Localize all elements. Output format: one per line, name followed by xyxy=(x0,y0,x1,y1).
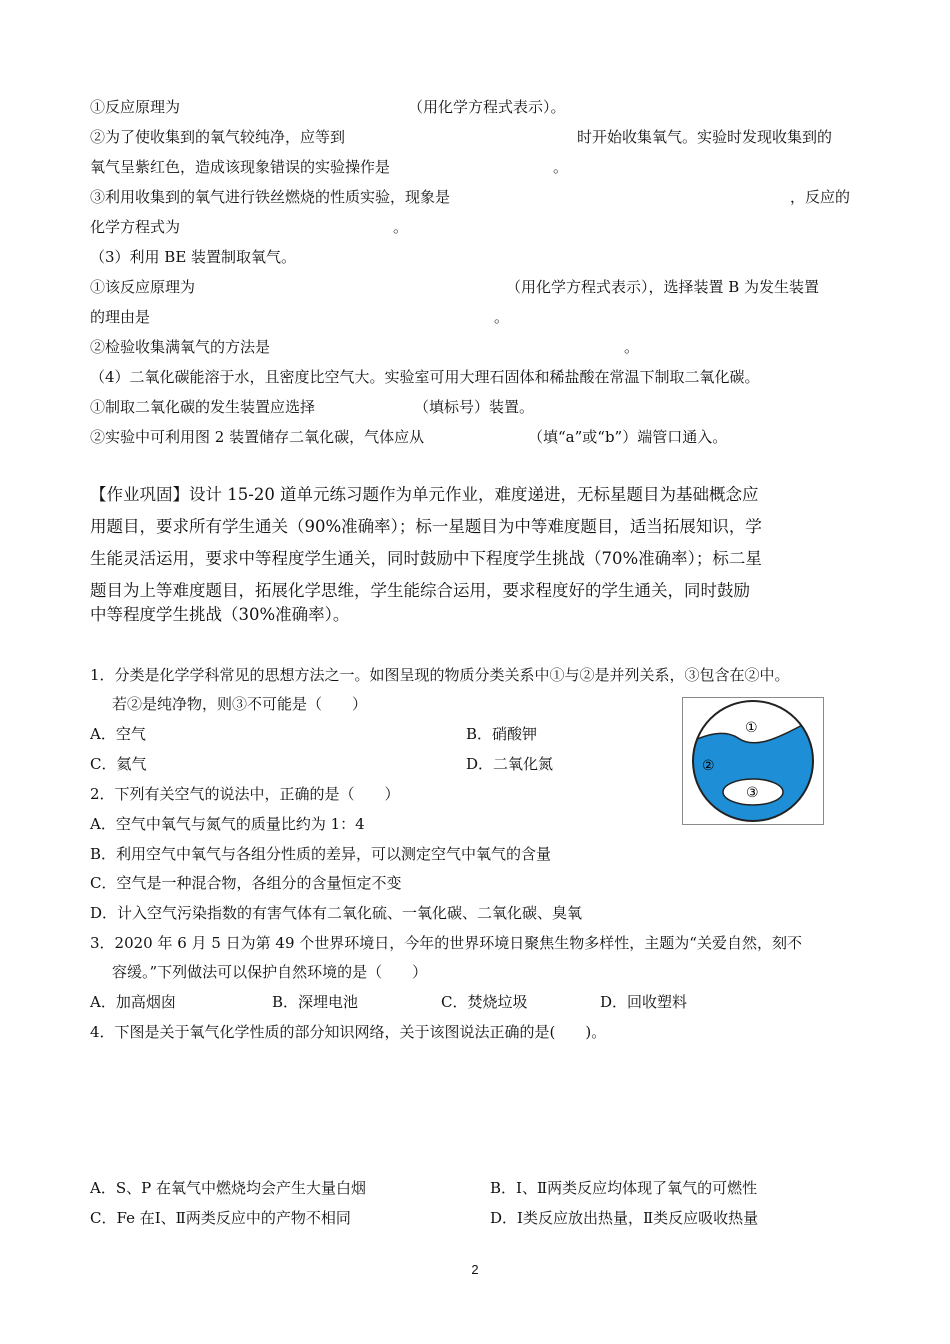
classification-figure xyxy=(682,697,824,825)
question-4-stem: 4．下图是关于氧气化学性质的部分知识网络，关于该图说法正确的是( )。 xyxy=(90,1023,607,1041)
option-a: A．空气中氧气与氮气的质量比约为 1：4 xyxy=(90,815,365,833)
option-a: A．加高烟囱 xyxy=(90,993,176,1011)
option-d: D．Ⅰ类反应放出热量，Ⅱ类反应吸收热量 xyxy=(490,1209,759,1227)
text-line: 。 xyxy=(624,338,640,356)
homework-paragraph-line: 题目为上等难度题目，拓展化学思维，学生能综合运用，要求程度好的学生通关，同时鼓励 xyxy=(90,581,750,600)
text-line: ②检验收集满氧气的方法是 xyxy=(90,338,271,356)
text-line: ①制取二氧化碳的发生装置应选择 xyxy=(90,398,316,416)
homework-paragraph-line: 用题目，要求所有学生通关（90%准确率）；标一星题目为中等难度题目，适当拓展知识，学 xyxy=(90,517,762,536)
subheading: （4）二氧化碳能溶于水，且密度比空气大。实验室可用大理石固体和稀盐酸在常温下制取二氧化碳。 xyxy=(90,368,760,386)
text-line: ，反应的 xyxy=(790,188,851,206)
text-line: 。 xyxy=(494,308,510,326)
homework-paragraph-line: 中等程度学生挑战（30%准确率）。 xyxy=(90,605,350,624)
option-d: D．回收塑料 xyxy=(600,993,688,1011)
text-line: ②实验中可利用图 2 装置储存二氧化碳，气体应从 xyxy=(90,428,425,446)
text-line: ①该反应原理为 xyxy=(90,278,196,296)
question-1-stem: 若②是纯净物，则③不可能是（ ） xyxy=(112,695,368,713)
text-line: 。 xyxy=(553,158,569,176)
option-a: A．空气 xyxy=(90,725,146,743)
option-b: B．Ⅰ、Ⅱ两类反应均体现了氧气的可燃性 xyxy=(490,1179,758,1197)
text-line: 的理由是 xyxy=(90,308,151,326)
text-line: （填“a”或“b”）端管口通入。 xyxy=(528,428,728,446)
classification-diagram xyxy=(683,698,823,824)
option-b: B．深埋电池 xyxy=(272,993,359,1011)
question-3-stem: 3．2020 年 6 月 5 日为第 49 个世界环境日，今年的世界环境日聚焦生物多样性，主题为“关爱自然，刻不 xyxy=(90,934,802,952)
text-line: 化学方程式为 xyxy=(90,218,181,236)
homework-paragraph-line: 【作业巩固】设计 15-20 道单元练习题作为单元作业，难度递进，无标星题目为基础概念应 xyxy=(90,485,759,504)
question-3-stem: 容缓。”下列做法可以保护自然环境的是（ ） xyxy=(112,963,428,981)
text-line: （用化学方程式表示）。 xyxy=(408,98,566,116)
label-1: ① xyxy=(745,720,758,736)
option-d: D．二氧化氮 xyxy=(466,755,554,773)
option-c: C．焚烧垃圾 xyxy=(441,993,528,1011)
label-2: ② xyxy=(702,758,715,774)
text-line: ③利用收集到的氧气进行铁丝燃烧的性质实验，现象是 xyxy=(90,188,451,206)
option-b: B．硝酸钾 xyxy=(466,725,538,743)
question-1-stem: 1．分类是化学学科常见的思想方法之一。如图呈现的物质分类关系中①与②是并列关系，③包含在②中。 xyxy=(90,666,790,684)
option-c: C．Fe 在Ⅰ、Ⅱ两类反应中的产物不相同 xyxy=(90,1209,351,1227)
option-a: A．S、P 在氧气中燃烧均会产生大量白烟 xyxy=(90,1179,366,1197)
text-line: 。 xyxy=(393,218,409,236)
question-2-stem: 2．下列有关空气的说法中，正确的是（ ） xyxy=(90,785,400,803)
homework-paragraph-line: 生能灵活运用，要求中等程度学生通关，同时鼓励中下程度学生挑战（70%准确率）；标二星 xyxy=(90,549,762,568)
option-d: D．计入空气污染指数的有害气体有二氧化硫、一氧化碳、二氧化碳、臭氧 xyxy=(90,904,583,922)
text-line: （填标号）装置。 xyxy=(414,398,535,416)
text-line: 氧气呈紫红色，造成该现象错误的实验操作是 xyxy=(90,158,391,176)
option-c: C．空气是一种混合物，各组分的含量恒定不变 xyxy=(90,874,402,892)
text-line: ①反应原理为 xyxy=(90,98,181,116)
text-line: （用化学方程式表示），选择装置 B 为发生装置 xyxy=(506,278,820,296)
page-number: 2 xyxy=(471,1262,479,1277)
text-line: 时开始收集氧气。实验时发现收集到的 xyxy=(577,128,833,146)
option-c: C．氦气 xyxy=(90,755,147,773)
subheading: （3）利用 BE 装置制取氧气。 xyxy=(90,248,297,266)
text-line: ②为了使收集到的氧气较纯净，应等到 xyxy=(90,128,346,146)
option-b: B．利用空气中氧气与各组分性质的差异，可以测定空气中氧气的含量 xyxy=(90,845,552,863)
label-3: ③ xyxy=(746,785,759,801)
